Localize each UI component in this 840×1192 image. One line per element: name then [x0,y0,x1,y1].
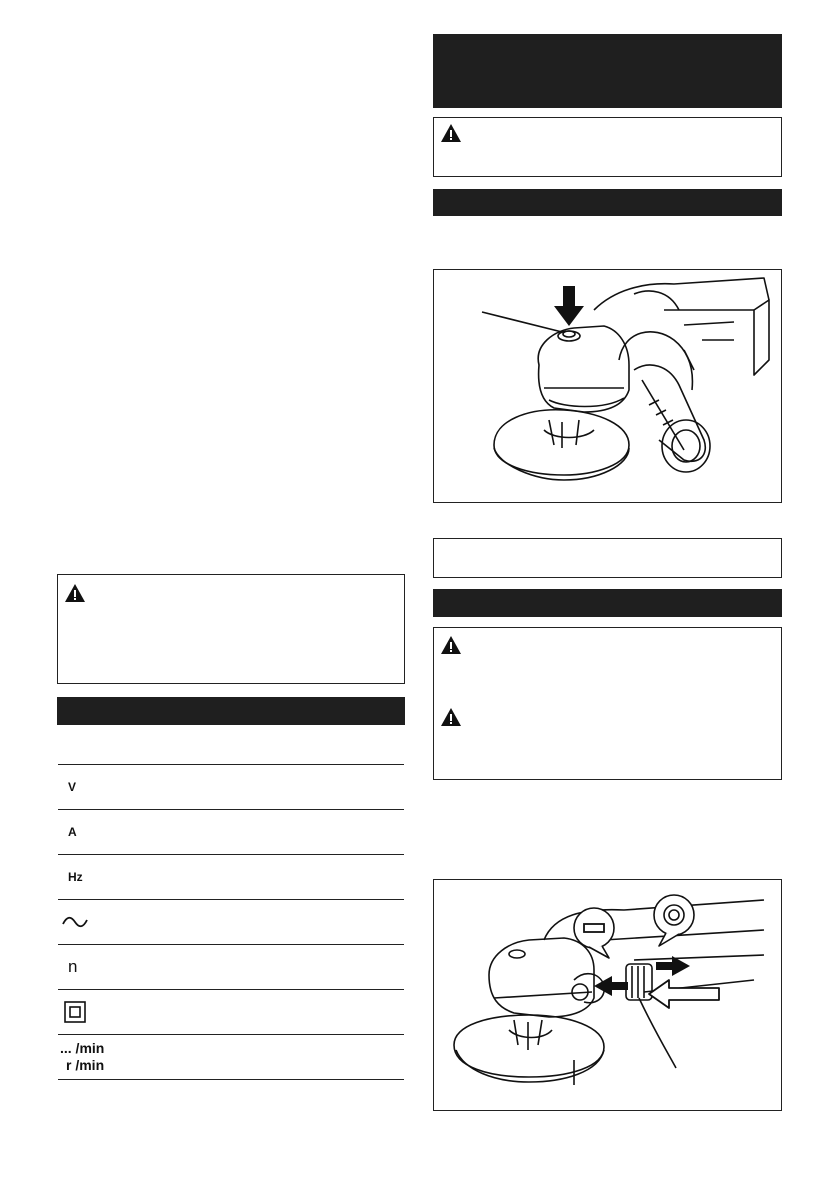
note-box [433,538,782,578]
rpm-line-1: ... /min [60,1040,105,1056]
table-row [58,810,404,855]
hertz-symbol: Hz [68,870,83,884]
table-header-row [58,718,404,765]
grinder-illustration [434,270,780,501]
warning-triangle-icon [440,123,462,143]
amperes-symbol: A [68,825,77,839]
rpm-line-2: r /min [66,1057,105,1073]
down-arrow-icon [554,286,584,326]
subsection-header-bar-1 [433,189,782,216]
table-row [58,855,404,900]
warning-triangle-icon [64,583,86,603]
warning-box-right-double [433,627,782,780]
section-title-bar [433,34,782,108]
volts-symbol: V [68,780,77,794]
symbols-table [58,718,404,1080]
table-row [58,990,404,1035]
grinder-switch-illustration [434,880,780,1109]
warning-box-left [57,574,405,684]
revolutions-per-minute-symbol [60,1040,104,1074]
subsection-header-bar-2 [433,589,782,617]
table-row [58,1035,404,1080]
figure-switch-action [433,879,782,1111]
warning-triangle-icon [440,707,462,727]
table-row [58,900,404,945]
table-row [58,765,404,810]
figure-shaft-lock [433,269,782,503]
table-row [58,945,404,990]
warning-triangle-icon [440,635,462,655]
class-ii-construction-icon [64,1001,86,1023]
alternating-current-symbol [62,915,88,929]
warning-box-right-top [433,117,782,177]
rated-speed-symbol: n [68,957,78,976]
